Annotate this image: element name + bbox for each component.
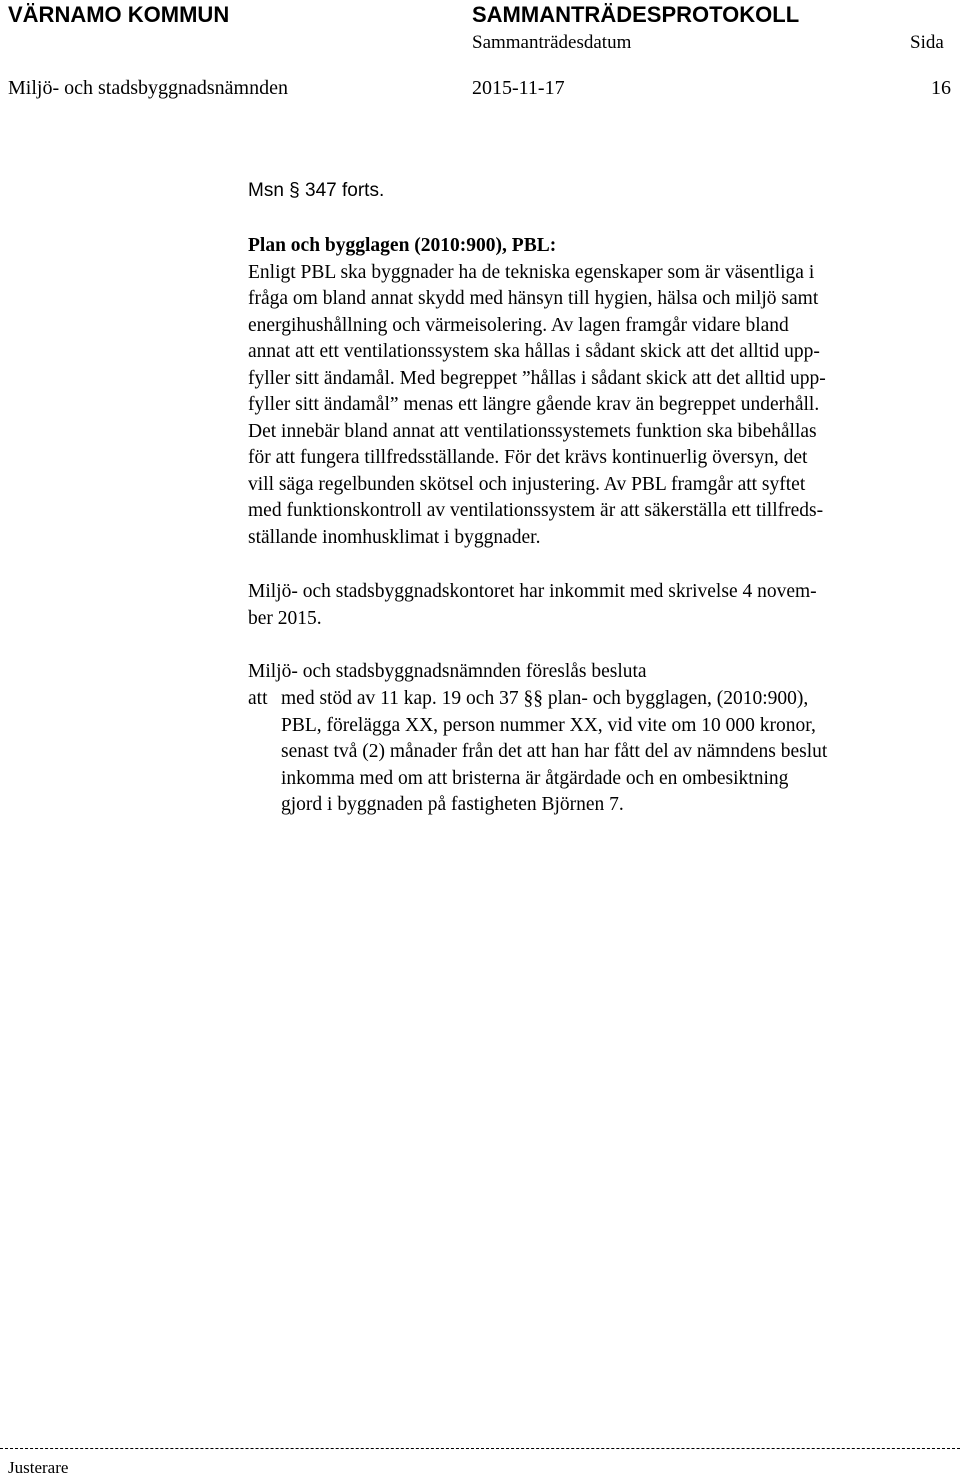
decision-line: senast två (2) månader från det att han har fått del av nämndens beslut (281, 741, 828, 762)
paragraph-line: energihushållning och värmeisolering. Av lagen framgår vidare bland (248, 314, 789, 336)
decision-line: med stöd av 11 kap. 19 och 37 §§ plan- och bygglagen, (2010:900), (281, 688, 809, 709)
paragraph-line: med funktionskontroll av ventilationssystem är att säkerställa ett tillfreds- (248, 500, 824, 521)
page-label: Sida (910, 32, 944, 53)
paragraph-line: ber 2015. (248, 607, 322, 629)
paragraph-line: Det innebär bland annat att ventilationssystemets funktion ska bibehållas (248, 420, 817, 442)
organization-name: VÄRNAMO KOMMUN (8, 2, 230, 27)
paragraph-line: Enligt PBL ska byggnader ha de tekniska egenskaper som är väsentliga i (248, 261, 815, 283)
document-type: SAMMANTRÄDESPROTOKOLL (472, 2, 800, 27)
decision-line: inkomma med om att bristerna är åtgärdade och en ombesiktning (281, 767, 789, 789)
committee-name: Miljö- och stadsbyggnadsnämnden (8, 77, 288, 99)
proposal-intro-text: Miljö- och stadsbyggnadsnämnden föreslås besluta (248, 661, 647, 682)
pbl-heading: Plan och bygglagen (2010:900), PBL: (248, 235, 557, 256)
decision-line: gjord i byggnaden på fastigheten Björnen 7. (281, 794, 624, 815)
paragraph-line: fyller sitt ändamål. Med begreppet ”hållas i sådant skick att det alltid upp- (248, 367, 826, 389)
office-paragraph (248, 579, 938, 632)
page-number: 16 (931, 77, 951, 99)
footer-divider (0, 1448, 960, 1449)
paragraph-line: Miljö- och stadsbyggnadskontoret har inkommit med skrivelse 4 novem- (248, 581, 817, 602)
proposal-intro (248, 659, 938, 686)
meeting-date: 2015-11-17 (472, 77, 565, 99)
att-label: att (248, 688, 268, 709)
meeting-date-label: Sammanträdesdatum (472, 32, 632, 53)
paragraph-line: ställande inomhusklimat i byggnader. (248, 526, 541, 548)
section-reference: Msn § 347 forts. (248, 180, 385, 201)
decision-line: PBL, förelägga XX, person nummer XX, vid vite om 10 000 kronor, (281, 714, 816, 736)
proposal-decision (281, 686, 941, 819)
paragraph-line: vill säga regelbunden skötsel och injustering. Av PBL framgår att syftet (248, 473, 806, 495)
paragraph-line: fyller sitt ändamål” menas ett längre gående krav än begreppet underhåll. (248, 394, 820, 415)
paragraph-line: annat att ett ventilationssystem ska hållas i sådant skick att det alltid upp- (248, 341, 820, 362)
pbl-paragraph (248, 233, 938, 551)
paragraph-line: fråga om bland annat skydd med hänsyn till hygien, hälsa och miljö samt (248, 288, 819, 309)
justerare-label: Justerare (8, 1458, 69, 1477)
paragraph-line: för att fungera tillfredsställande. För det krävs kontinuerlig översyn, det (248, 447, 808, 468)
